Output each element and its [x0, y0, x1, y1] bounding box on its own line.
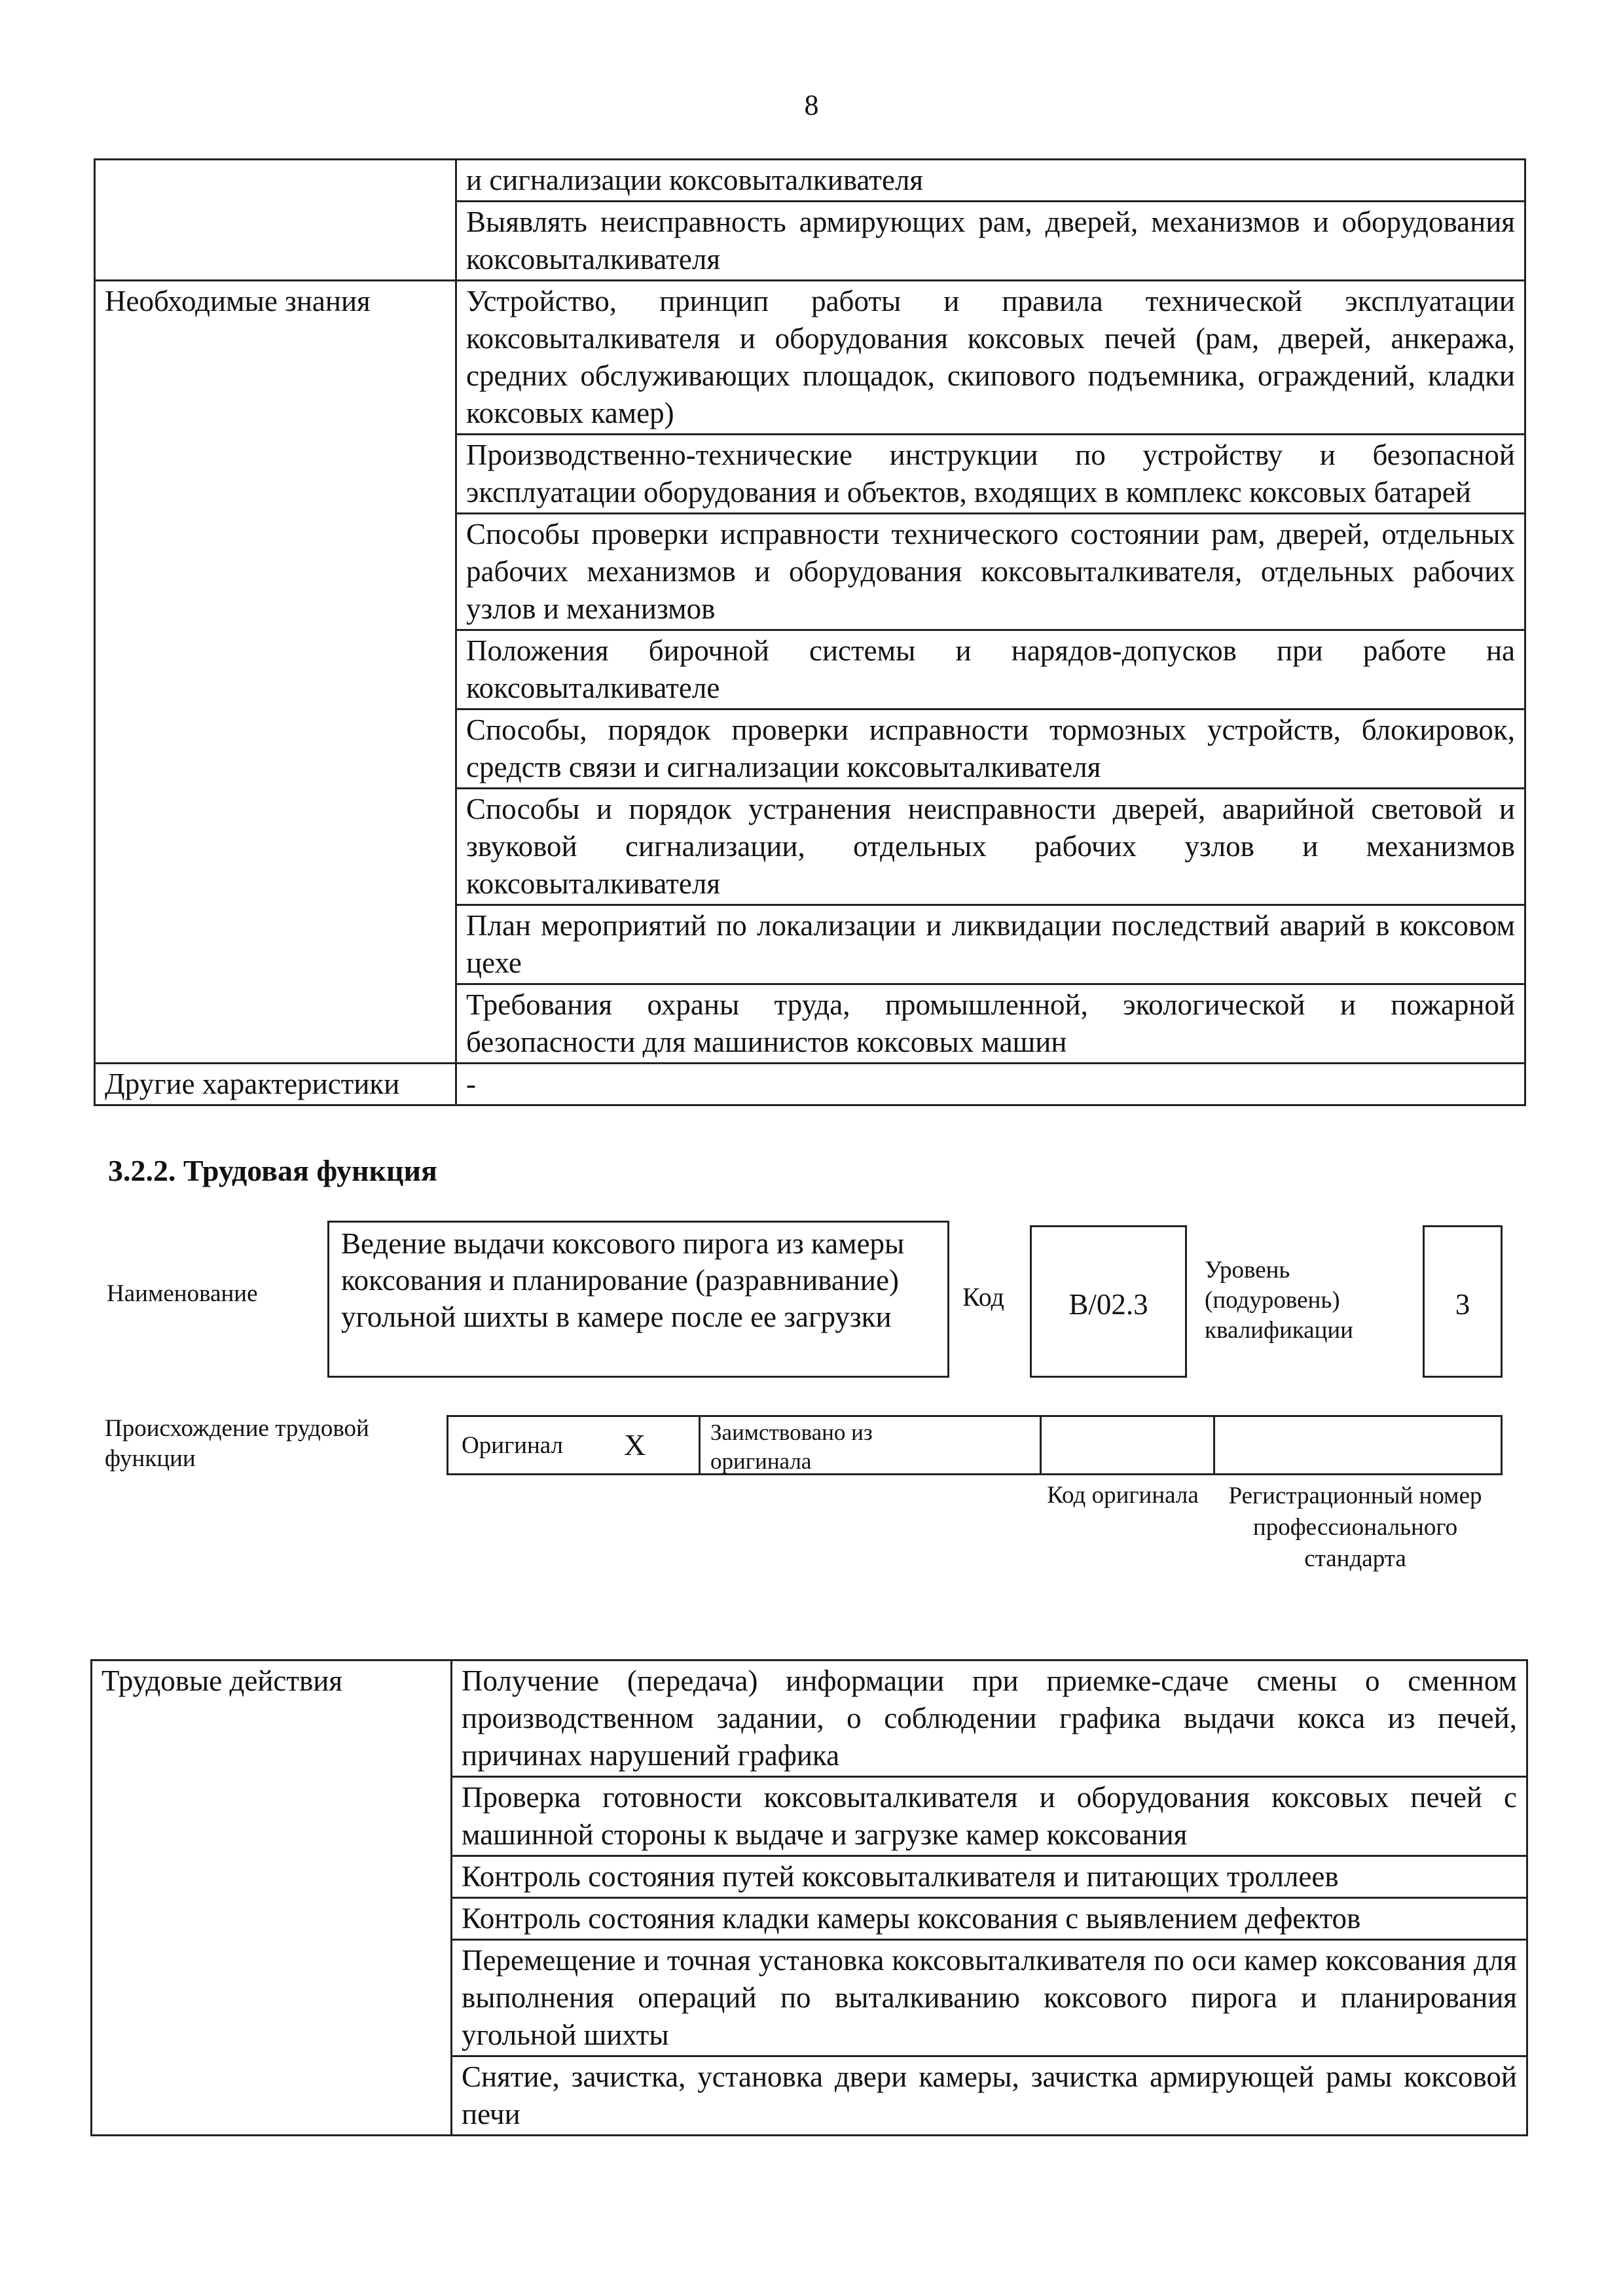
origin-label: Происхождение трудовой функции [105, 1415, 369, 1472]
code-value-box: В/02.3 [1030, 1225, 1187, 1378]
name-label: Наименование [107, 1280, 258, 1307]
section-title: 3.2.2. Трудовая функция [108, 1154, 437, 1187]
original-label: Оригинал [462, 1432, 564, 1459]
table-cell: Способы проверки исправности технического состоянии рам, дверей, отдельных рабочих механизмов и оборудования коксовыталкивателя, отдельных рабочих узлов и механизмов [456, 514, 1525, 630]
table-cell: План мероприятий по локализации и ликвидации последствий аварий в коксовом цехе [456, 905, 1525, 984]
borrowed-label: Заимствовано из оригинала [710, 1420, 873, 1474]
reg-number-label: Регистрационный номер профессионального стандарта [1228, 1482, 1482, 1572]
table-cell: Контроль состояния кладки камеры коксования с выявлением дефектов [452, 1898, 1527, 1940]
table-cell: Положения бирочной системы и нарядов-допусков при работе на коксовыталкивателе [456, 630, 1525, 709]
divider [1040, 1415, 1042, 1475]
table-cell: Требования охраны труда, промышленной, экологической и пожарной безопасности для машинистов коксовых машин [456, 984, 1525, 1064]
table-cell: Способы, порядок проверки исправности тормозных устройств, блокировок, средств связи и сигнализации коксовыталкивателя [456, 709, 1525, 789]
table-cell: Устройство, принцип работы и правила технической эксплуатации коксовыталкивателя и оборудования коксовых печей (рам, дверей, анкеража, средних обслуживающих площадок, скипового подъемника, ограждений, кладки коксовых камер) [456, 281, 1525, 435]
original-mark: X [624, 1428, 646, 1462]
code-original-label: Код оригинала [1047, 1482, 1199, 1509]
table-cell: Снятие, зачистка, установка двери камеры, зачистка армирующей рамы коксовой печи [452, 2056, 1527, 2136]
labor-actions-table [90, 1659, 1528, 2136]
other-value: - [456, 1064, 1525, 1105]
row-label-knowledge: Необходимые знания [95, 281, 456, 1064]
table-cell: Перемещение и точная установка коксовыталкивателя по оси камер коксования для выполнения операций по выталкиванию коксового пирога и планирования угольной шихты [452, 1940, 1527, 2056]
knowledge-table [94, 158, 1526, 1106]
divider [1213, 1415, 1215, 1475]
table-cell: Проверка готовности коксовыталкивателя и оборудования коксовых печей с машинной стороны к выдаче и загрузке камер коксования [452, 1777, 1527, 1856]
divider [699, 1415, 701, 1475]
table-cell: Способы и порядок устранения неисправности дверей, аварийной световой и звуковой сигнализации, отдельных рабочих узлов и механизмов коксовыталкивателя [456, 789, 1525, 905]
row-label-other: Другие характеристики [95, 1064, 456, 1105]
table-row [95, 1064, 1525, 1105]
table-row [92, 1660, 1527, 1777]
table-cell: и сигнализации коксовыталкивателя [456, 160, 1525, 202]
table-cell: Контроль состояния путей коксовыталкивателя и питающих троллеев [452, 1856, 1527, 1898]
name-value-box: Ведение выдачи коксового пирога из камеры коксования и планирование (разравнивание) угольной шихты в камере после ее загрузки [327, 1221, 949, 1378]
table-cell: Получение (передача) информации при приемке-сдаче смены о сменном производственном задании, о соблюдении графика выдачи кокса из печей, причинах нарушений графика [452, 1660, 1527, 1777]
table-cell: Производственно-технические инструкции по устройству и безопасной эксплуатации оборудования и объектов, входящих в комплекс коксовых батарей [456, 435, 1525, 514]
page-number: 8 [804, 89, 819, 121]
code-label: Код [962, 1282, 1004, 1312]
level-value-box: 3 [1423, 1225, 1503, 1378]
table-row [95, 160, 1525, 202]
row-label-labor-actions: Трудовые действия [92, 1660, 452, 2136]
level-label: Уровень (подуровень) квалификации [1205, 1257, 1353, 1344]
table-label-empty [95, 160, 456, 281]
table-row [95, 281, 1525, 435]
origin-box [447, 1415, 1503, 1475]
table-cell: Выявлять неисправность армирующих рам, дверей, механизмов и оборудования коксовыталкивателя [456, 202, 1525, 281]
